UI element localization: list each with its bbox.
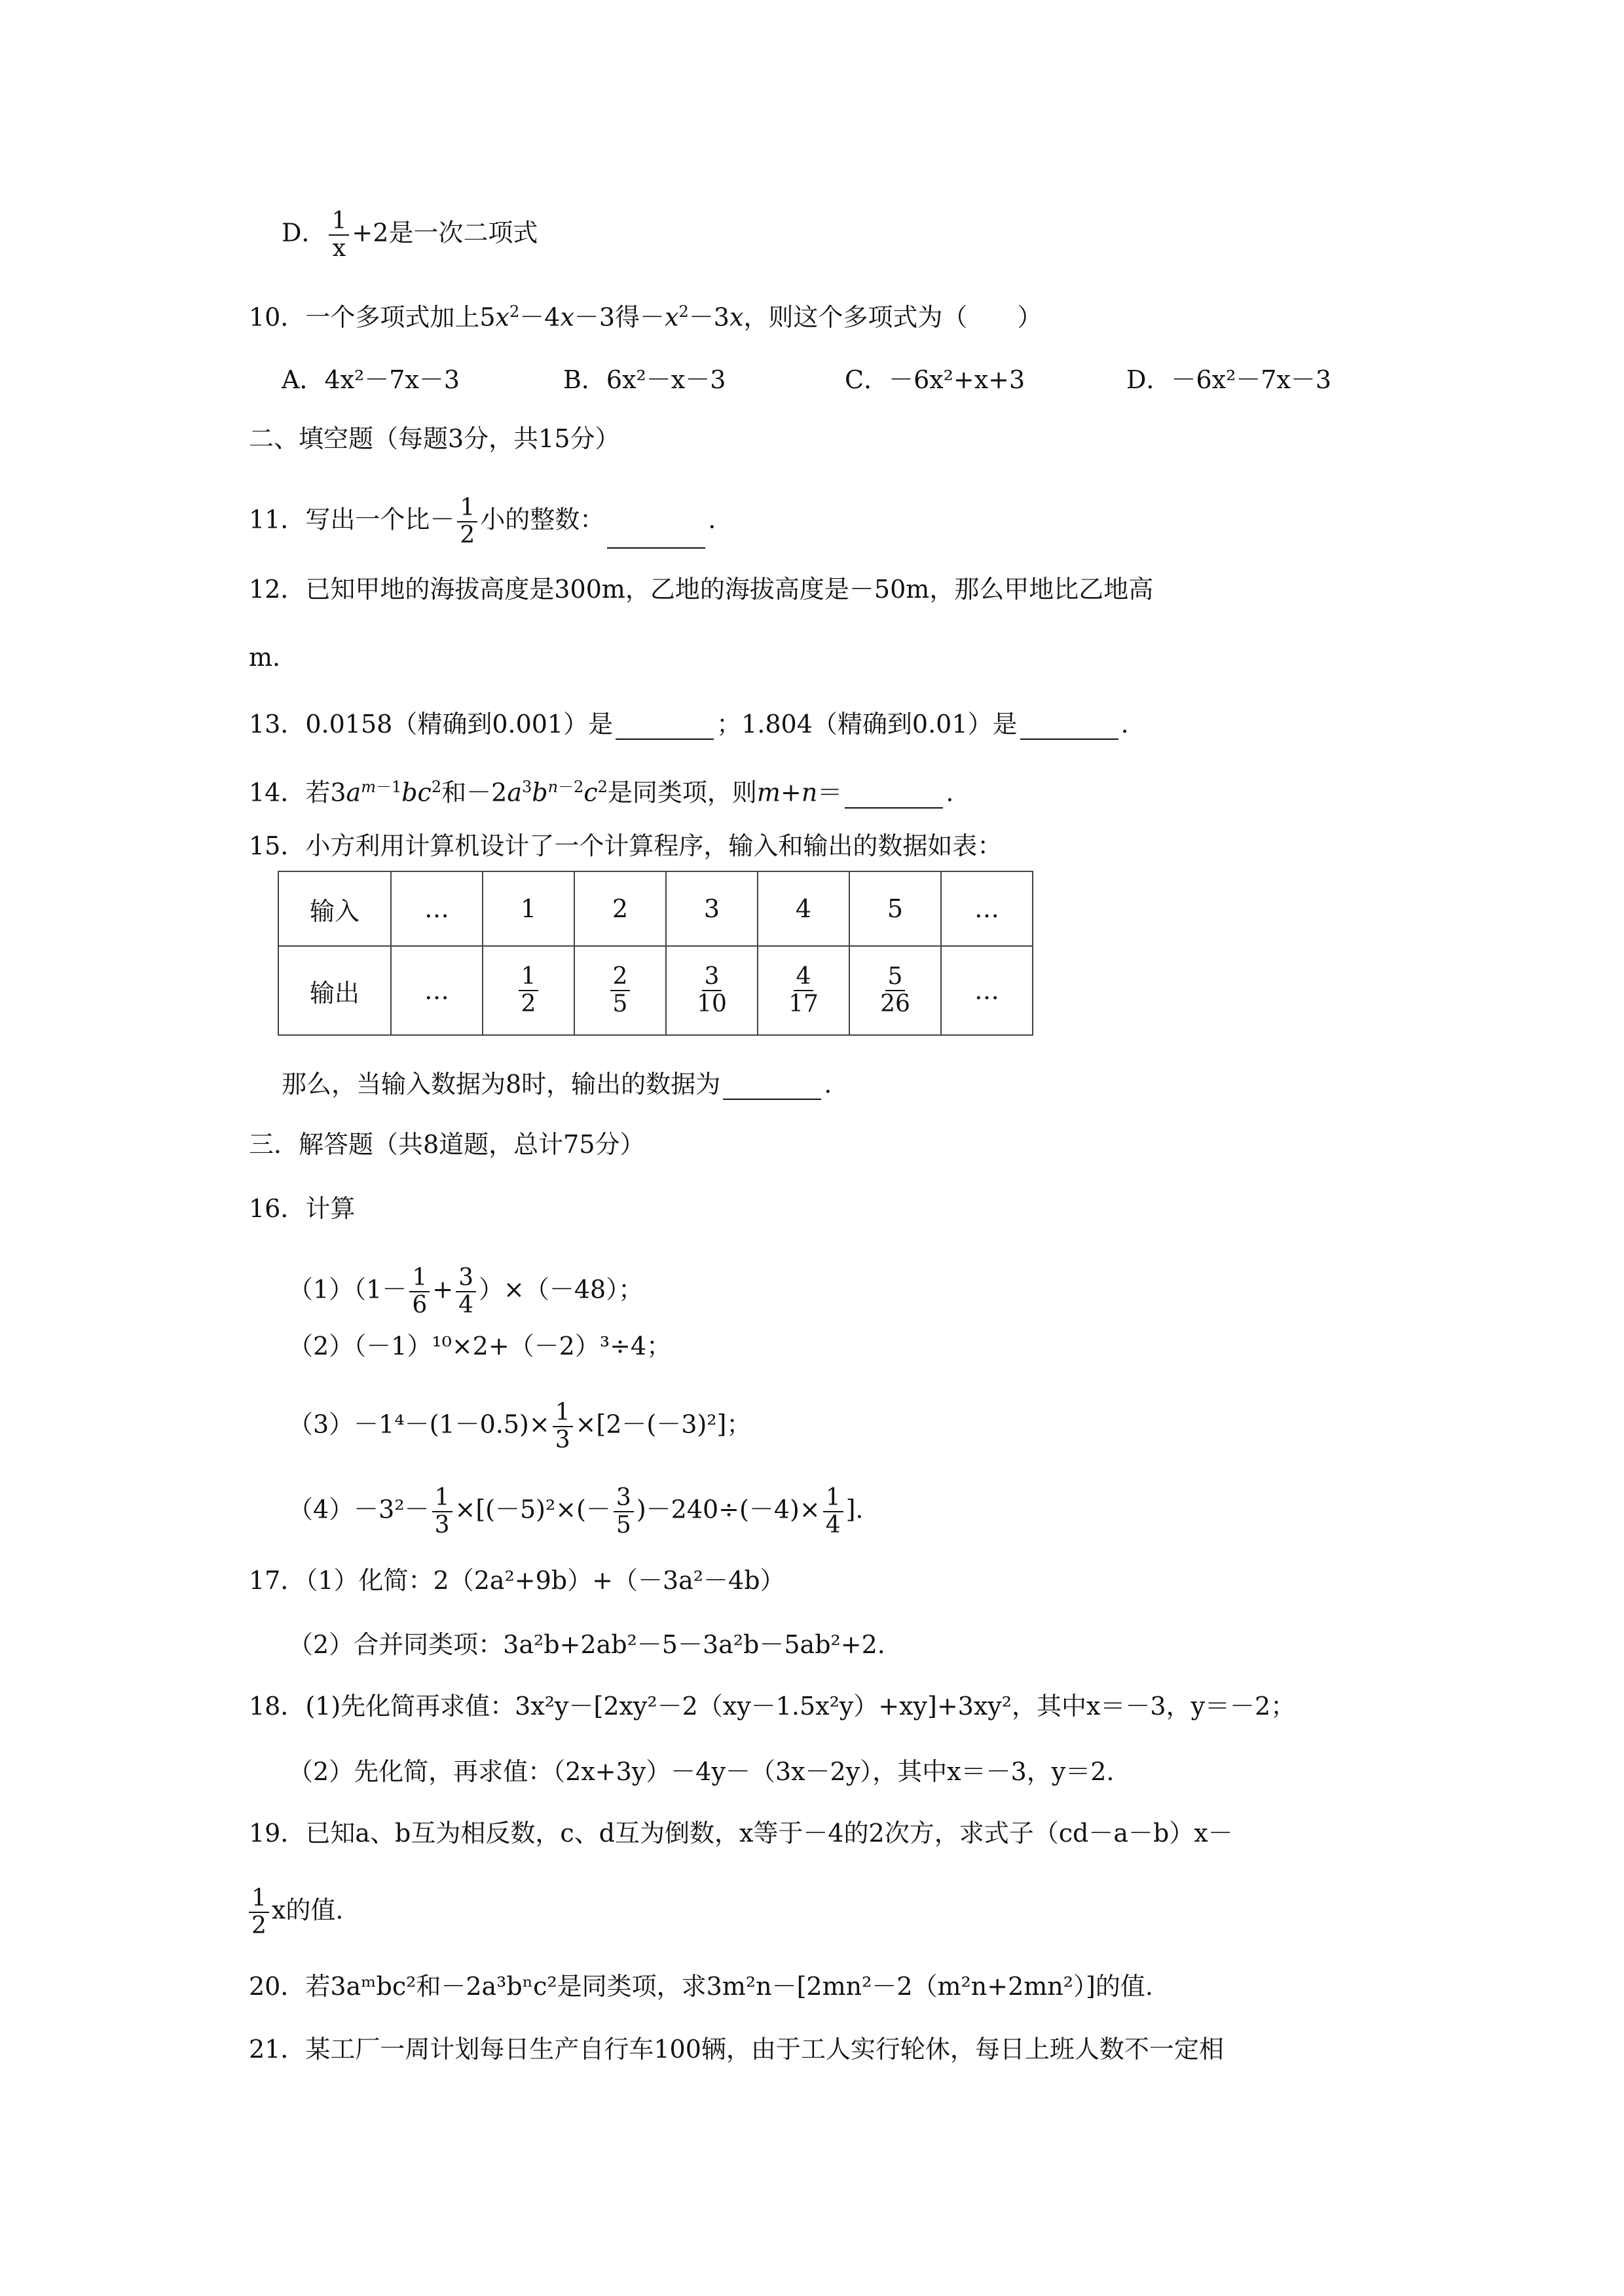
exp: 2 xyxy=(431,778,442,796)
var: bc xyxy=(401,778,432,807)
denominator: 2 xyxy=(460,522,475,549)
q9-option-d xyxy=(282,208,538,262)
denominator: 2 xyxy=(521,991,536,1017)
text: ×[2－(－3)²]； xyxy=(575,1410,752,1439)
exp: 2 xyxy=(509,302,520,321)
q21: 21．某工厂一周计划每日生产自行车100辆，由于工人实行轮休，每日上班人数不一定相 xyxy=(249,2035,1224,2064)
fraction xyxy=(249,1886,269,1939)
denominator: x xyxy=(332,235,346,262)
table-cell: … xyxy=(391,946,483,1035)
text: 14．若3 xyxy=(249,778,346,807)
numerator: 1 xyxy=(553,1400,573,1427)
q19-line2 xyxy=(249,1886,343,1939)
text: ）×（－48）； xyxy=(479,1275,644,1304)
denominator: 17 xyxy=(788,991,819,1017)
var: x xyxy=(729,302,744,332)
table-cell xyxy=(574,946,666,1035)
q10-options xyxy=(282,364,1331,395)
table-cell xyxy=(849,946,941,1035)
table-cell: 3 xyxy=(666,871,758,946)
fraction xyxy=(614,1485,634,1539)
q14: 14．若$3a^{m-1}bc^2$和$-2a^3b^{n-2}c^2$是同类项，则m+n＝ . xyxy=(249,778,954,807)
denominator: 4 xyxy=(458,1292,474,1319)
text: . xyxy=(824,1070,832,1099)
text: －3得－ xyxy=(574,302,665,332)
answer-blank[interactable] xyxy=(607,525,705,549)
q12-line2: m. xyxy=(249,643,281,672)
numerator: 2 xyxy=(610,964,631,991)
text: ]. xyxy=(845,1495,864,1524)
text: x的值. xyxy=(271,1895,344,1925)
table-cell: … xyxy=(941,871,1033,946)
answer-blank[interactable] xyxy=(1020,716,1118,740)
fraction xyxy=(432,1485,452,1539)
q12-line1: 12．已知甲地的海拔高度是300m，乙地的海拔高度是－50m，那么甲地比乙地高 xyxy=(249,575,1154,604)
exp: 2 xyxy=(678,302,689,321)
option-text: +2是一次二项式 xyxy=(352,218,538,247)
text: + xyxy=(432,1275,454,1304)
text: （1）（1－ xyxy=(288,1275,407,1304)
table-cell: 1 xyxy=(483,871,574,946)
denominator: 26 xyxy=(880,991,910,1017)
fraction xyxy=(519,964,539,1017)
var: a xyxy=(346,778,361,807)
fraction xyxy=(694,964,729,1017)
text: . xyxy=(708,505,716,534)
denominator: 6 xyxy=(412,1292,428,1319)
fraction xyxy=(786,964,821,1017)
text: ；1.804（精确到0.01）是 xyxy=(716,710,1018,738)
fraction xyxy=(456,1265,476,1319)
text: )－240÷(－4)× xyxy=(636,1495,821,1524)
numerator: 1 xyxy=(457,495,477,522)
numerator: 1 xyxy=(519,964,539,991)
table-cell: … xyxy=(941,946,1033,1035)
table-cell xyxy=(483,946,574,1035)
fraction xyxy=(610,964,631,1017)
numerator: 4 xyxy=(794,964,814,991)
numerator: 1 xyxy=(409,1265,430,1292)
text: －3 xyxy=(688,302,729,332)
denominator: 3 xyxy=(434,1512,450,1539)
table-cell: 输出 xyxy=(278,946,391,1035)
denominator: 2 xyxy=(251,1912,267,1939)
table-cell: 5 xyxy=(849,871,941,946)
answer-blank[interactable] xyxy=(845,785,943,809)
q16-part1 xyxy=(288,1265,643,1319)
fraction xyxy=(877,964,913,1017)
var: c xyxy=(583,778,598,807)
q16-part2: （2）（－1）¹⁰×2+（－2）³÷4； xyxy=(288,1332,672,1360)
q17-part1: 17．（1）化简：2（2a²+9b）+（－3a²－4b） xyxy=(249,1566,785,1595)
option-b: B．6x²－x－3 xyxy=(563,365,726,394)
exp: 2 xyxy=(597,778,608,796)
option-a: A．4x²－7x－3 xyxy=(282,365,460,394)
q11 xyxy=(249,495,716,549)
fraction xyxy=(823,1485,843,1539)
text: －4 xyxy=(519,302,561,332)
q16-part4 xyxy=(288,1485,864,1539)
q10-stem xyxy=(249,296,1042,333)
numerator: 3 xyxy=(702,964,722,991)
denominator: 4 xyxy=(825,1512,841,1539)
numerator: 3 xyxy=(456,1265,476,1292)
numerator: 1 xyxy=(249,1886,269,1913)
var: a xyxy=(507,778,522,807)
text: 11．写出一个比－ xyxy=(249,505,455,534)
var: x xyxy=(495,302,509,332)
text: . xyxy=(1120,710,1129,738)
table-cell xyxy=(758,946,849,1035)
var: x xyxy=(560,302,574,332)
numerator: 5 xyxy=(885,964,906,991)
text: . xyxy=(946,778,954,807)
fraction xyxy=(329,208,349,262)
table-cell: 输入 xyxy=(278,871,391,946)
fraction xyxy=(553,1400,573,1453)
exp: 3 xyxy=(521,778,532,796)
var: x xyxy=(665,302,679,332)
q13 xyxy=(249,708,1129,740)
var: m xyxy=(756,778,781,807)
text: 13．0.0158（精确到0.001）是 xyxy=(249,710,614,738)
text: ＝ xyxy=(817,778,843,807)
io-table xyxy=(278,871,1033,1036)
denominator: 5 xyxy=(612,991,628,1017)
q18-part1: 18．(1)先化简再求值：3x²y－[2xy²－2（xy－1.5x²y）+xy]+3xy²，其中x＝－3，y＝－2； xyxy=(249,1692,1296,1721)
numerator: 1 xyxy=(329,208,349,236)
q15-stem: 15．小方利用计算机设计了一个计算程序，输入和输出的数据如表： xyxy=(249,831,1003,860)
q16-part3 xyxy=(288,1400,751,1453)
fraction xyxy=(457,495,477,549)
text: 和－2 xyxy=(441,778,507,807)
table-row xyxy=(278,946,1033,1035)
text: 是同类项，则 xyxy=(607,778,757,807)
table-cell: … xyxy=(391,871,483,946)
q16-title: 16．计算 xyxy=(249,1194,356,1223)
text: ×[(－5)²×(－ xyxy=(454,1495,611,1524)
fraction xyxy=(409,1265,430,1319)
numerator: 1 xyxy=(823,1485,843,1512)
table-cell: 2 xyxy=(574,871,666,946)
answer-blank[interactable] xyxy=(723,1076,821,1100)
exp: n－2 xyxy=(547,778,584,796)
table-cell xyxy=(666,946,758,1035)
text: 10．一个多项式加上5 xyxy=(249,302,496,332)
numerator: 3 xyxy=(614,1485,634,1512)
q20: 20．若3aᵐbc²和－2a³bⁿc²是同类项，求3m²n－[2mn²－2（m²n+2mn²）]的值. xyxy=(249,1972,1153,2001)
var: b xyxy=(532,778,548,807)
section-2-heading: 二、填空题（每题3分，共15分） xyxy=(249,424,620,453)
exp: m－1 xyxy=(361,778,402,796)
section-3-heading: 三．解答题（共8道题，总计75分） xyxy=(249,1130,645,1159)
q18-part2: （2）先化简，再求值：（2x+3y）－4y－（3x－2y），其中x＝－3，y＝2. xyxy=(288,1757,1115,1786)
table-cell: 4 xyxy=(758,871,849,946)
table-row xyxy=(278,871,1033,946)
option-d: D．－6x²－7x－3 xyxy=(1126,365,1332,394)
text: （3）－1⁴－(1－0.5)× xyxy=(288,1410,550,1439)
option-label: D． xyxy=(282,218,327,247)
text: （4）－3²－ xyxy=(288,1495,430,1524)
option-c: C．－6x²+x+3 xyxy=(845,365,1025,394)
denominator: 5 xyxy=(616,1512,631,1539)
text: ，则这个多项式为（ ） xyxy=(743,302,1043,332)
numerator: 1 xyxy=(432,1485,452,1512)
denominator: 3 xyxy=(555,1427,570,1453)
q17-part2: （2）合并同类项：3a²b+2ab²－5－3a²b－5ab²+2. xyxy=(288,1630,885,1659)
denominator: 10 xyxy=(697,991,727,1017)
q15-followup xyxy=(282,1068,832,1100)
text: 小的整数： xyxy=(480,505,605,534)
answer-blank[interactable] xyxy=(616,716,714,740)
q19-line1: 19．已知a、b互为相反数，c、d互为倒数，x等于－4的2次方，求式子（cd－a－b）x－ xyxy=(249,1819,1233,1848)
var: n xyxy=(801,778,818,807)
text: 那么，当输入数据为8时，输出的数据为 xyxy=(282,1070,721,1099)
